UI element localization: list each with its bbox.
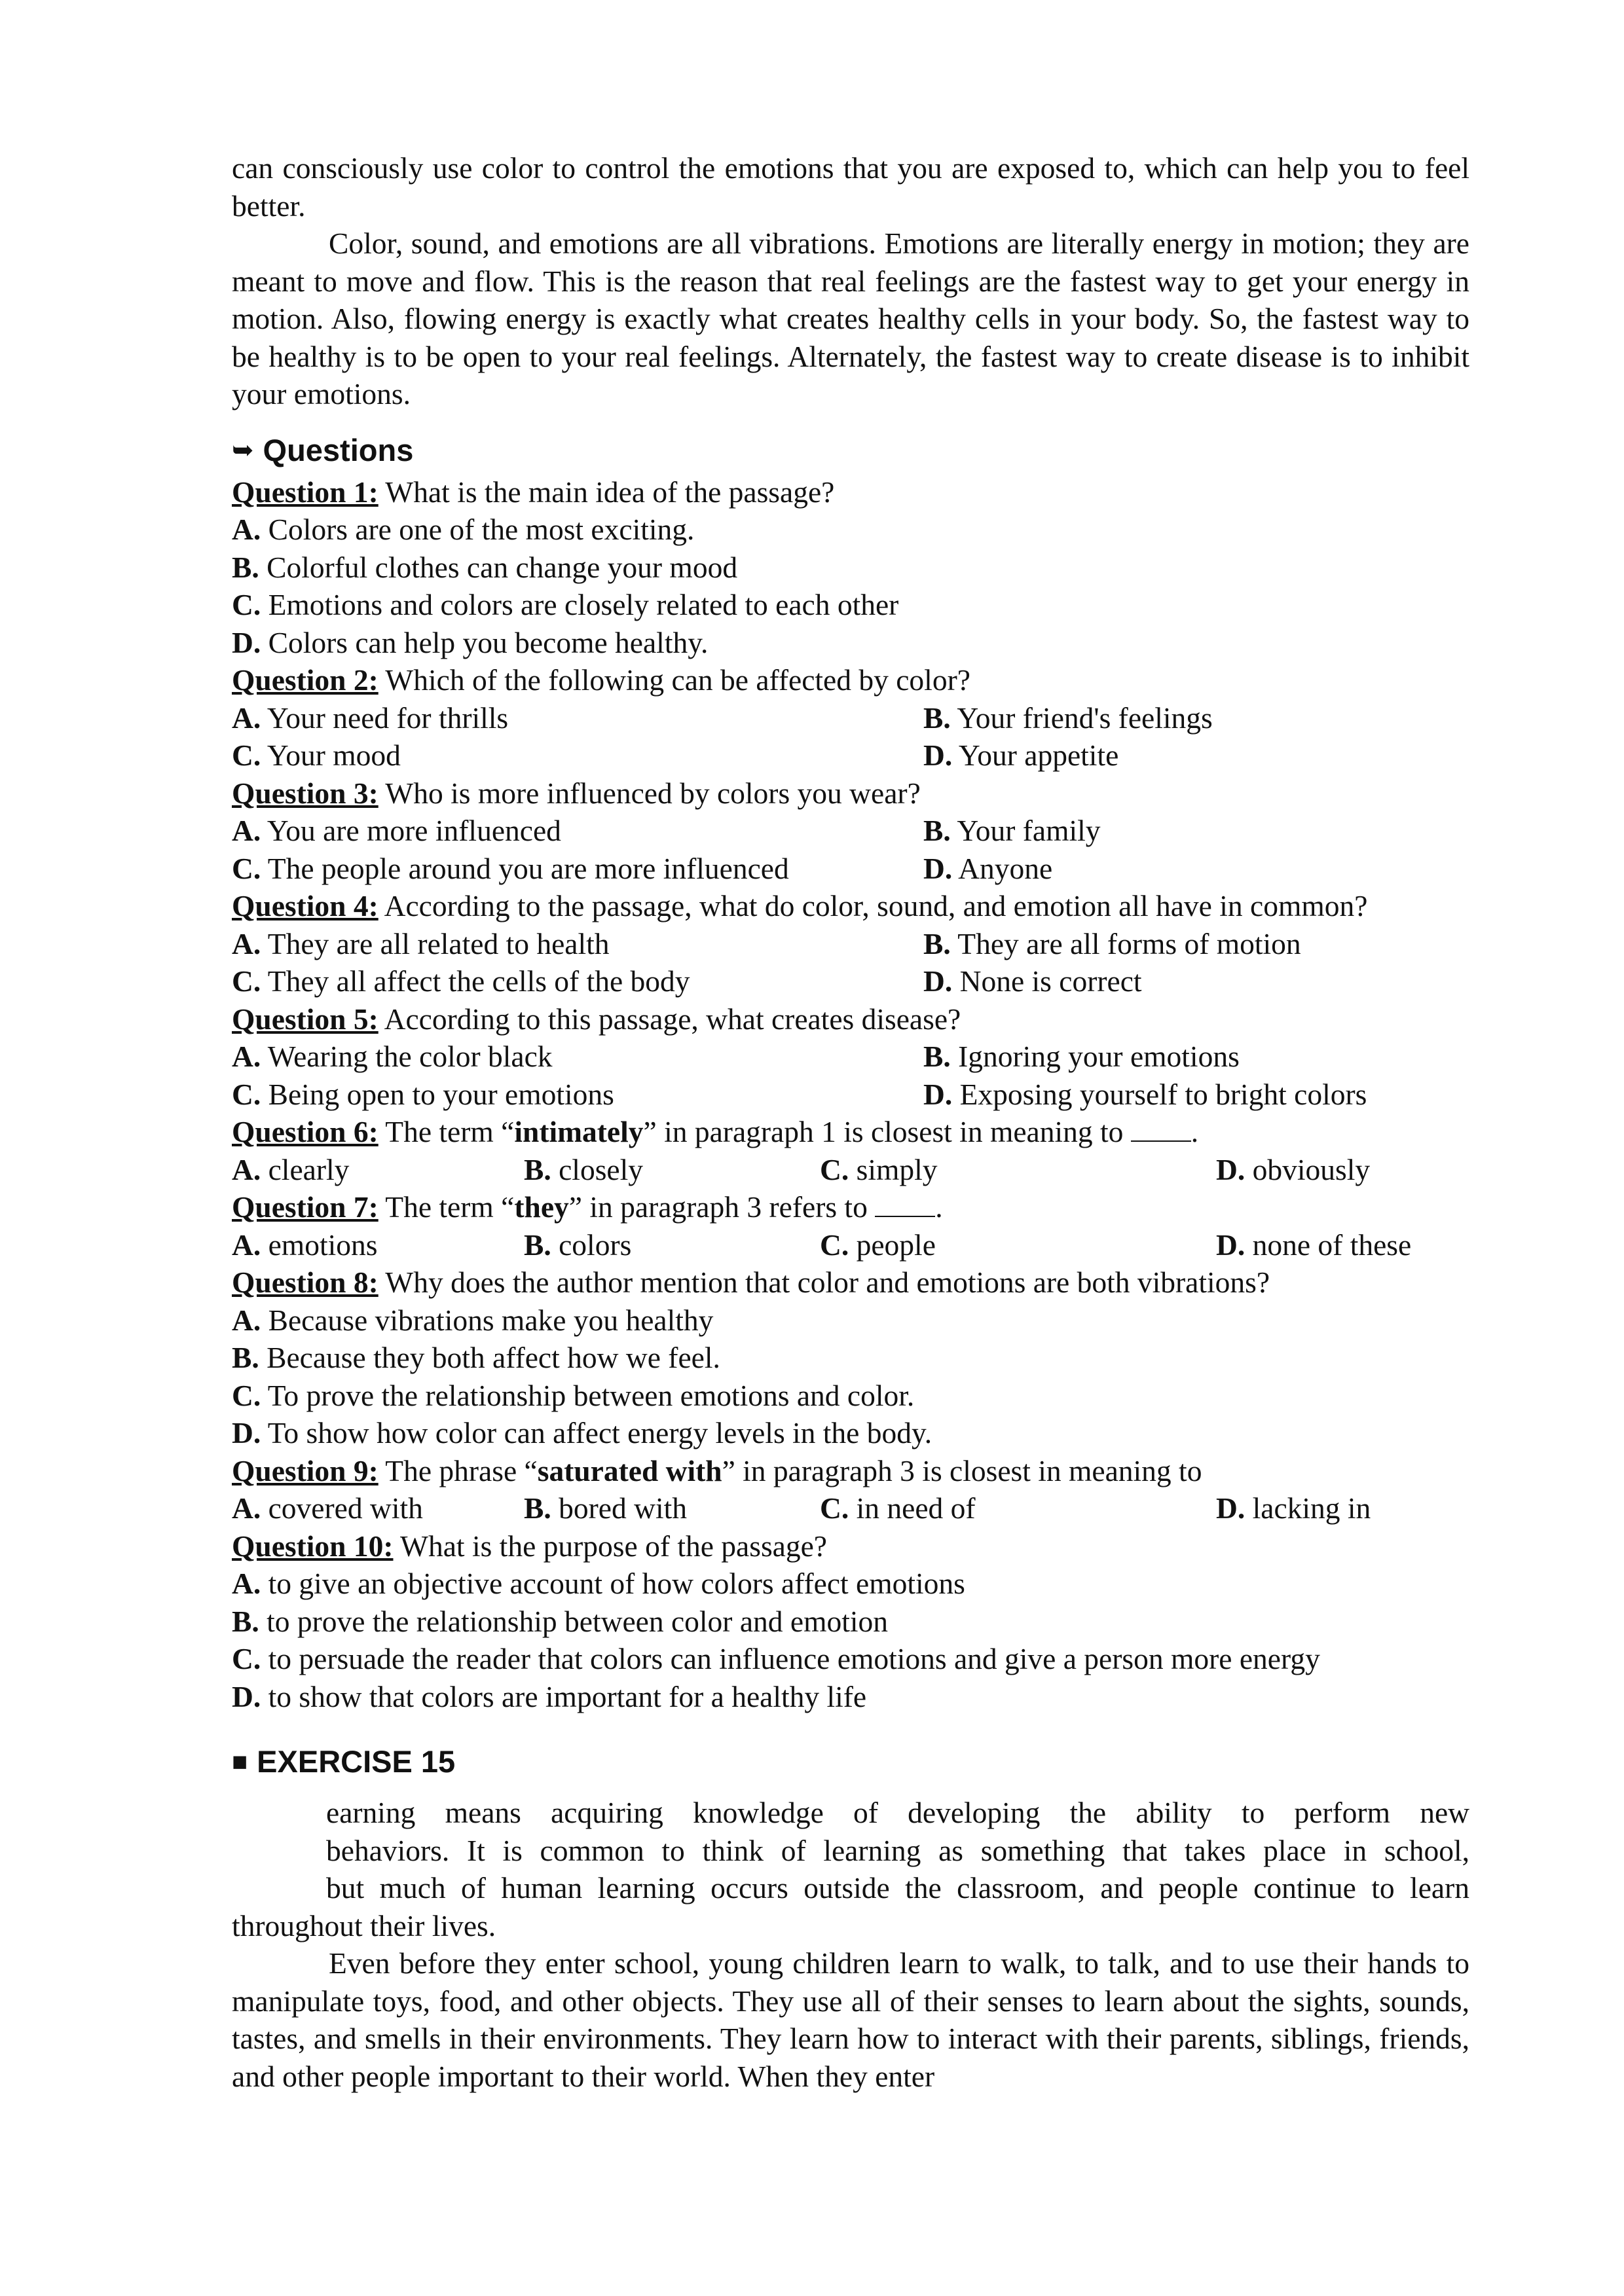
option-row — [232, 925, 1469, 963]
option: A. Colors are one of the most exciting. — [232, 513, 695, 546]
question-9: Question 9: The phrase “saturated with” in paragraph 3 is closest in meaning to — [232, 1453, 1202, 1487]
passage-paragraph: Color, sound, and emotions are all vibrations. Emotions are literally energy in motion; they are meant to move and flow. This is the reason that real feelings are the fastest way to get your energy in motion. Also, flowing energy is exactly what creates healthy cells in your body. So, the fastest way to be healthy is to be open to your real feelings. Alternately, the fastest way to create disease is to inhibit your emotions. — [232, 227, 1469, 410]
spacer — [232, 413, 1469, 428]
key-term: saturated with — [537, 1453, 722, 1487]
question-10 — [232, 1527, 1469, 1565]
option: D. Your appetite — [923, 738, 1119, 772]
option-row — [232, 699, 1469, 737]
option: B. Because they both affect how we feel. — [232, 1341, 720, 1374]
option: D. Exposing yourself to bright colors — [923, 1077, 1367, 1111]
option-row — [232, 850, 1469, 888]
option: A. clearly — [232, 1152, 350, 1186]
option: B. closely — [524, 1152, 643, 1186]
option-row — [232, 1151, 1469, 1189]
spacer — [232, 1715, 1469, 1739]
passage-paragraph-tail: can consciously use color to control the emotions that you are exposed to, which can help you to feel better. — [232, 151, 1469, 223]
option: A. covered with — [232, 1491, 423, 1525]
option: C. in need of — [820, 1491, 976, 1525]
option: D. none of these — [1216, 1228, 1412, 1262]
option: C. Being open to your emotions — [232, 1077, 614, 1111]
exercise-paragraph-indented: earning means acquiring knowledge of developing the ability to perform new behaviors. It is common to think of learning as something that takes place in school, but much of human learning occurs outside the classroom, and people continue to learn — [326, 1796, 1469, 1904]
option: A. They are all related to health — [232, 926, 610, 960]
question-number: Question 1: — [232, 475, 378, 509]
question-number: Question 3: — [232, 776, 378, 810]
option: D. Colors can help you become healthy. — [232, 625, 709, 659]
arrow-icon: ➥ — [232, 435, 254, 465]
question-text: What is the purpose of the passage? — [400, 1529, 827, 1563]
option: B. They are all forms of motion — [923, 926, 1301, 960]
question-text: Which of the following can be affected by color? — [385, 663, 970, 697]
question-3 — [232, 774, 1469, 812]
option-row — [232, 1038, 1469, 1076]
question-text: Who is more influenced by colors you wear? — [385, 776, 921, 810]
option-row — [232, 1226, 1469, 1264]
option: A. You are more influenced — [232, 814, 561, 847]
option: C. to persuade the reader that colors can influence emotions and give a person more energy — [232, 1642, 1320, 1675]
key-term: intimately — [514, 1115, 644, 1148]
option: B. bored with — [524, 1491, 687, 1525]
option: B. Colorful clothes can change your mood — [232, 550, 738, 584]
question-text: What is the main idea of the passage? — [385, 475, 835, 509]
option: B. Your family — [923, 814, 1101, 847]
question-number: Question 9: — [232, 1453, 378, 1487]
option-row — [232, 737, 1469, 774]
question-text: According to the passage, what do color, sound, and emotion all have in common? — [384, 889, 1368, 922]
option-row — [232, 1489, 1469, 1527]
exercise-title: EXERCISE 15 — [257, 1744, 456, 1779]
question-6: Question 6: The term “intimately” in paragraph 1 is closest in meaning to . — [232, 1115, 1199, 1148]
answer-blank — [875, 1190, 935, 1217]
option: A. Wearing the color black — [232, 1040, 553, 1073]
question-number: Question 10: — [232, 1529, 394, 1563]
question-1 — [232, 473, 1469, 511]
option: C. people — [820, 1228, 936, 1262]
answer-blank — [1131, 1114, 1191, 1142]
option: D. to show that colors are important for a healthy life — [232, 1679, 867, 1713]
option: A. Because vibrations make you healthy — [232, 1303, 714, 1337]
option: D. obviously — [1216, 1152, 1371, 1186]
option: A. Your need for thrills — [232, 701, 509, 735]
option: C. Your mood — [232, 738, 401, 772]
question-text: According to this passage, what creates disease? — [384, 1002, 961, 1036]
option: D. lacking in — [1216, 1491, 1371, 1525]
question-4 — [232, 887, 1469, 925]
question-2 — [232, 661, 1469, 699]
option: A. emotions — [232, 1228, 378, 1262]
question-number: Question 2: — [232, 663, 378, 697]
option: C. The people around you are more influenced — [232, 851, 789, 885]
option: C. Emotions and colors are closely related to each other — [232, 588, 899, 621]
exercise-heading — [232, 1739, 1469, 1785]
option: C. They all affect the cells of the body — [232, 964, 690, 998]
question-number: Question 6: — [232, 1115, 378, 1148]
option: A. to give an objective account of how colors affect emotions — [232, 1567, 965, 1600]
question-5 — [232, 1000, 1469, 1038]
question-number: Question 5: — [232, 1002, 378, 1036]
option: B. Ignoring your emotions — [923, 1040, 1240, 1073]
option: B. Your friend's feelings — [923, 701, 1213, 735]
key-term: they — [514, 1190, 569, 1224]
option-row — [232, 812, 1469, 850]
option: C. simply — [820, 1152, 938, 1186]
question-7: Question 7: The term “they” in paragraph 3 refers to . — [232, 1190, 943, 1224]
option: C. To prove the relationship between emotions and color. — [232, 1378, 915, 1412]
option: D. To show how color can affect energy levels in the body. — [232, 1416, 932, 1449]
exercise-paragraph: Even before they enter school, young children learn to walk, to talk, and to use their hands to manipulate toys, food, and other objects. They use all of their senses to learn about the sights, sounds, tastes, and smells in their environments. They learn how to interact with their parents, siblings, friends, and other people important to their world. When they enter — [232, 1946, 1469, 2093]
option: B. colors — [524, 1228, 632, 1262]
question-text: Why does the author mention that color and emotions are both vibrations? — [385, 1266, 1270, 1299]
option: D. None is correct — [923, 964, 1142, 998]
square-bullet-icon: ■ — [232, 1747, 248, 1776]
option-row — [232, 962, 1469, 1000]
question-8 — [232, 1264, 1469, 1302]
option-row — [232, 1076, 1469, 1114]
option: D. Anyone — [923, 851, 1053, 885]
option: B. to prove the relationship between color and emotion — [232, 1604, 889, 1638]
questions-heading-label: Questions — [263, 432, 414, 467]
questions-heading — [232, 428, 1469, 473]
question-number: Question 4: — [232, 889, 378, 922]
question-number: Question 7: — [232, 1190, 378, 1224]
document-page — [232, 149, 1469, 2095]
question-number: Question 8: — [232, 1266, 378, 1299]
exercise-paragraph-tail: throughout their lives. — [232, 1908, 496, 1942]
